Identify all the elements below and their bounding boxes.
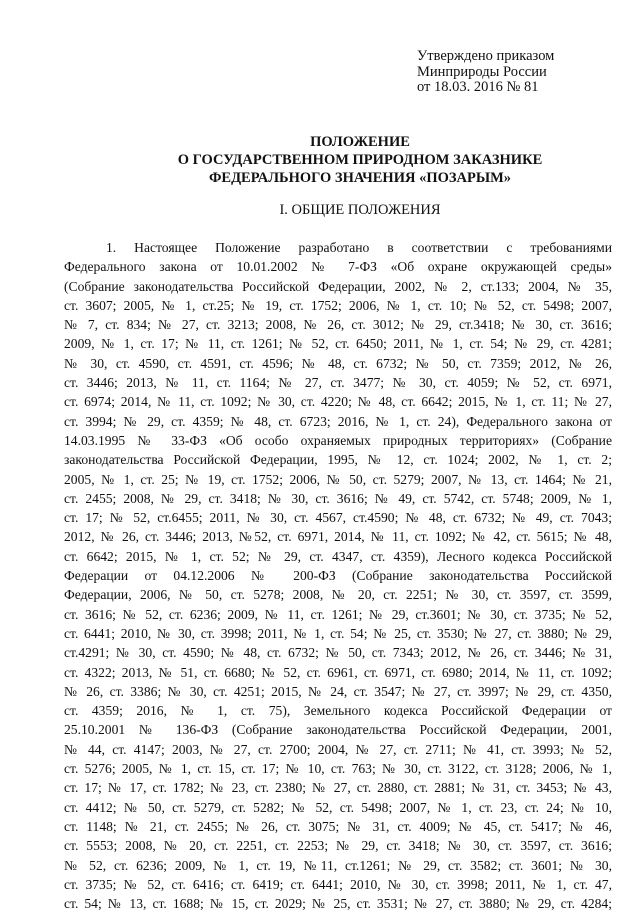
body-line: ст. 4359; 2016, № 1, ст. 75), Земельного кодекса Российской Федерации от bbox=[64, 703, 612, 719]
body-line: ст. 3616; № 52, ст. 6236; 2009, № 11, ст. 1261; № 29, ст.3601; № 30, ст. 3735; № 52, bbox=[64, 606, 612, 622]
body-line: 14.03.1995 № 33-ФЗ «Об особо охраняемых природных территориях» (Собрание bbox=[64, 432, 612, 448]
title-line-3: ФЕДЕРАЛЬНОГО ЗНАЧЕНИЯ «ПОЗАРЫМ» bbox=[208, 170, 512, 186]
approval-line-1: Утверждено приказом bbox=[417, 48, 555, 64]
body-line: Федерации от 04.12.2006 № 200-ФЗ (Собрание законодательства Российской bbox=[64, 568, 612, 584]
body-line: ст. 4412; № 50, ст. 5279, ст. 5282; № 52, ст. 5498; 2007, № 1, ст. 23, ст. 24; № 10, bbox=[64, 799, 612, 815]
body-line: 2005, № 1, ст. 25; № 19, ст. 1752; 2006, № 50, ст. 5279; 2007, № 13, ст. 1464; № 21, bbox=[64, 471, 612, 487]
body-line: 25.10.2001 № 136-ФЗ (Собрание законодательства Российской Федерации, 2001, bbox=[64, 722, 612, 738]
approval-line-3: от 18.03. 2016 № 81 bbox=[417, 79, 539, 95]
body-line: ст. 17; № 17, ст. 1782; № 23, ст. 2380; № 27, ст. 2880, ст. 2881; № 31, ст. 3453; № 43, bbox=[64, 780, 612, 796]
body-line: ст.4291; № 30, ст. 4590; № 48, ст. 6732; № 50, ст. 7343; 2012, № 26, ст. 3446; № 31, bbox=[64, 645, 612, 661]
body-line: ст. 6441; 2010, № 30, ст. 3998; 2011, № 1, ст. 54; № 25, ст. 3530; № 27, ст. 3880; № 29, bbox=[64, 625, 612, 641]
body-line: 2009, № 1, ст. 17; № 11, ст. 1261; № 52, ст. 6450; 2011, № 1, ст. 54; № 29, ст. 4281; bbox=[64, 336, 612, 352]
document-title bbox=[60, 133, 640, 187]
body-line: № 44, ст. 4147; 2003, № 27, ст. 2700; 2004, № 27, ст. 2711; № 41, ст. 3993; № 52, bbox=[64, 741, 612, 757]
approval-stamp bbox=[417, 49, 627, 96]
body-line: ст. 6974; 2014, № 11, ст. 1092; № 30, ст. 4220; № 48, ст. 6642; 2015, № 1, ст. 11; № 27, bbox=[64, 394, 612, 410]
body-line: ст. 4322; 2013, № 51, ст. 6680; № 52, ст. 6961, ст. 6971, ст. 6980; 2014, № 11, ст. 1092; bbox=[64, 664, 612, 680]
body-line: законодательства Российской Федерации, 1995, № 12, ст. 1024; 2002, № 1, ст. 2; bbox=[64, 452, 612, 468]
body-line: ст. 5276; 2005, № 1, ст. 15, ст. 17; № 10, ст. 763; № 30, ст. 3122, ст. 3128; 2006, № 1, bbox=[64, 761, 612, 777]
body-line: № 7, ст. 834; № 27, ст. 3213; 2008, № 26, ст. 3012; № 29, ст.3418; № 30, ст. 3616; bbox=[64, 317, 612, 333]
body-line: № 52, ст. 6236; 2009, № 1, ст. 19, №11, ст.1261; № 29, ст. 3582; ст. 3601; № 30, bbox=[64, 857, 612, 873]
body-line: ст. 3994; № 29, ст. 4359; № 48, ст. 6723; 2016, № 1, ст. 24), Федерального закона от bbox=[64, 413, 612, 429]
body-text bbox=[64, 238, 612, 913]
body-line: 1. Настоящее Положение разработано в соответствии с требованиями bbox=[106, 240, 612, 255]
title-line-2: О ГОСУДАРСТВЕННОМ ПРИРОДНОМ ЗАКАЗНИКЕ bbox=[177, 152, 543, 168]
body-line: ст. 6642; 2015, № 1, ст. 52; № 29, ст. 4347, ст. 4359), Лесного кодекса Российской bbox=[64, 548, 612, 564]
body-line: ст. 3735; № 52, ст. 6416; ст. 6419; ст. 6441; 2010, № 30, ст. 3998; 2011, № 1, ст. 47, bbox=[64, 876, 612, 892]
body-line: ст. 5553; 2008, № 20, ст. 2251, ст. 2253; № 29, ст. 3418; № 30, ст. 3597, ст. 3616; bbox=[64, 838, 612, 854]
body-line: ст. 2455; 2008, № 29, ст. 3418; № 30, ст. 3616; № 49, ст. 5742, ст. 5748; 2009, № 1, bbox=[64, 490, 612, 506]
body-line: ст. 17; № 52, ст.6455; 2011, № 30, ст. 4567, ст.4590; № 48, ст. 6732; № 49, ст. 7043; bbox=[64, 510, 612, 526]
body-line: Федерации, 2006, № 50, ст. 5278; 2008, № 20, ст. 2251; № 30, ст. 3597, ст. 3599, bbox=[64, 587, 612, 603]
title-line-1: ПОЛОЖЕНИЕ bbox=[310, 134, 410, 150]
approval-line-2: Минприроды России bbox=[417, 63, 547, 80]
body-line: ст. 1148; № 21, ст. 2455; № 26, ст. 3075; № 31, ст. 4009; № 45, ст. 5417; № 46, bbox=[64, 818, 612, 834]
section-heading: I. ОБЩИЕ ПОЛОЖЕНИЯ bbox=[279, 202, 441, 218]
body-line: ст. 54; № 13, ст. 1688; № 15, ст. 2029; № 25, ст. 3531; № 27, ст. 3880; № 29, ст. 4284; bbox=[64, 896, 612, 912]
body-line: 2012, № 26, ст. 3446; 2013, №52, ст. 6971, 2014, № 11, ст. 1092; № 42, ст. 5615; № 48, bbox=[64, 529, 612, 545]
body-line: № 30, ст. 4590, ст. 4591, ст. 4596; № 48, ст. 6732; № 50, ст. 7359; 2012, № 26, bbox=[64, 355, 612, 371]
body-line: № 26, ст. 3386; № 30, ст. 4251; 2015, № 24, ст. 3547; № 27, ст. 3997; № 29, ст. 4350, bbox=[64, 683, 612, 699]
body-line: Федерального закона от 10.01.2002 № 7-ФЗ «Об охране окружающей среды» bbox=[64, 259, 612, 275]
body-line: ст. 3607; 2005, № 1, ст.25; № 19, ст. 1752; 2006, № 1, ст. 10; № 52, ст. 5498; 2007, bbox=[64, 297, 612, 313]
body-line: ст. 3446; 2013, № 11, ст. 1164; № 27, ст. 3477; № 30, ст. 4059; № 52, ст. 6971, bbox=[64, 375, 612, 391]
body-line: (Собрание законодательства Российской Федерации, 2002, № 2, ст.133; 2004, № 35, bbox=[64, 278, 612, 294]
